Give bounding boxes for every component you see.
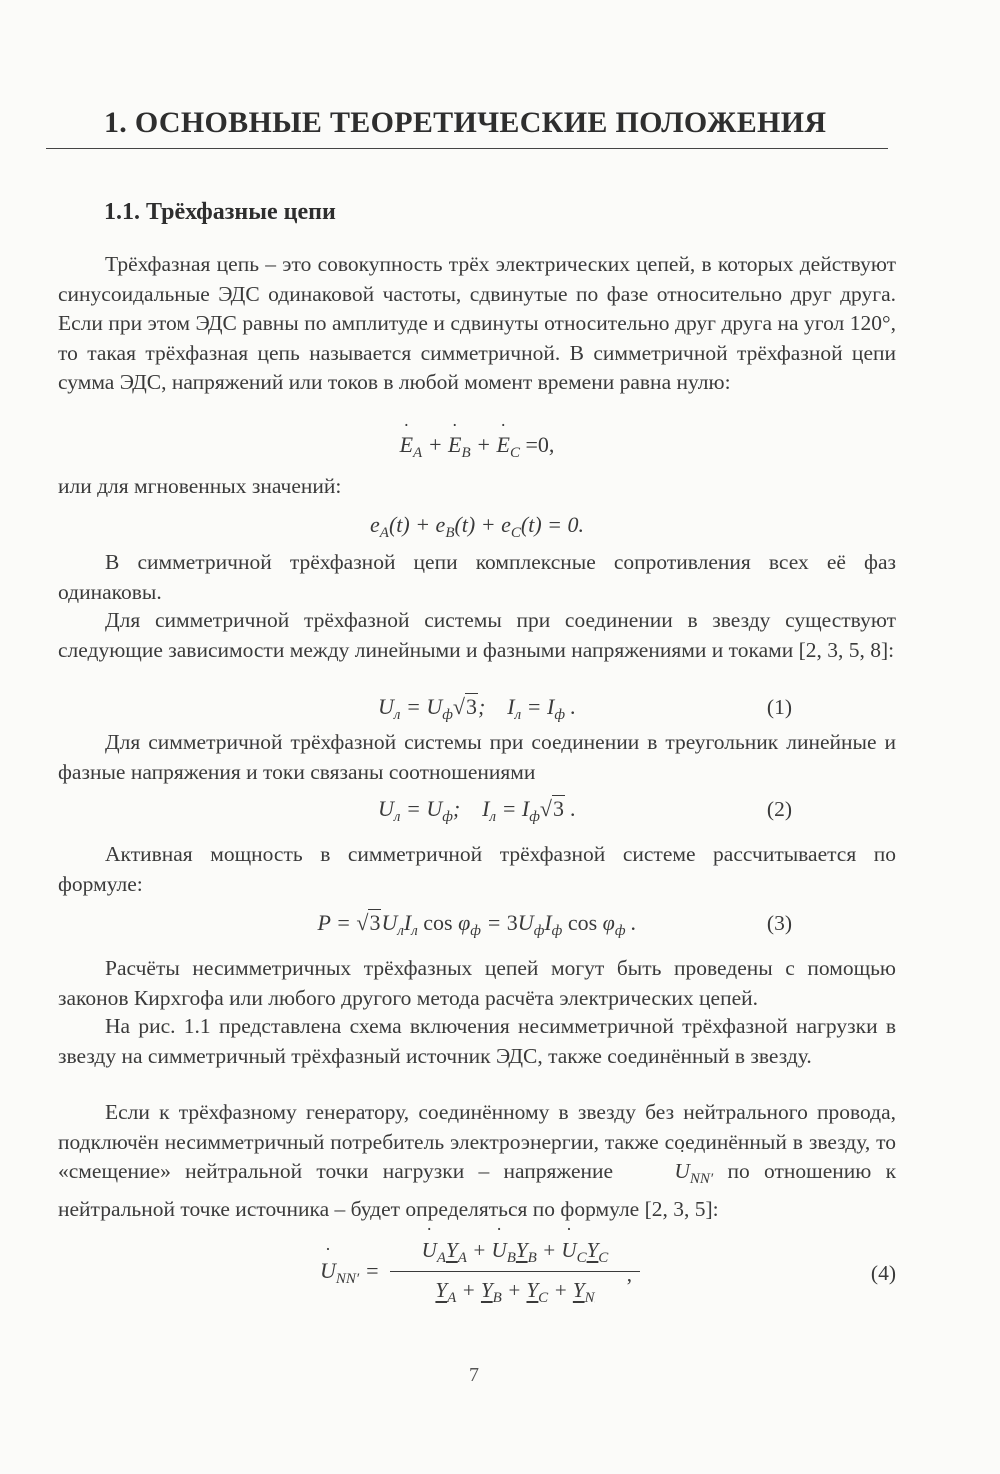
equation-instant-sum: $e_A(t) + e_B(t) + e_C(t) = 0$. [370, 512, 584, 541]
paragraph-6: Активная мощность в симметричной трёхфазной системе рассчитывается по формуле: [58, 842, 896, 896]
equation-4-denominator: $Y_A + Y_B + Y_C + Y_N$ [435, 1278, 595, 1306]
equation-1-number: (1) [766, 695, 792, 719]
paragraph-4: Для симметричной трёхфазной системы при соединении в звезду существуют следующие зависимости между линейными и фазными напряжениями и токами [2, 3, 5, 8]: [58, 608, 896, 662]
equation-4-number: (4) [870, 1261, 896, 1285]
equation-4 [58, 1258, 896, 1288]
paragraph-8: На рис. 1.1 представлена схема включения несимметричной трёхфазной нагрузки в звезду на симметричный трёхфазный источник ЭДС, также соединённый в звезду. [58, 1014, 896, 1068]
equation-4-numerator: ˙ $U_AY_A$ + ˙ $U_BY_B$ + ˙ $U_CY_C$ , [390, 1238, 640, 1272]
paragraph-2: или для мгновенных значений: [58, 474, 342, 498]
paragraph-3: В симметричной трёхфазной цепи комплексные сопротивления всех её фаз одинаковы. [58, 550, 896, 604]
equation-3: $P = √3U_лI_л$ $\cos \varphi_ф = 3U_фI_ф$ $\cos \varphi_ф$ . (3) [317, 910, 792, 939]
paragraph-9-part-1: Если к трёхфазному генератору, соединённому в звезду без нейтрального провода, подключён несимметричный потребитель электроэнергии, также соединённый в звезду, то «смещение» нейтральной точки нагрузки – напряжение [58, 1100, 896, 1183]
chapter-divider [46, 148, 888, 149]
paragraph-1: Трёхфазная цепь – это совокупность трёх электрических цепей, в которых действуют синусоидальные ЭДС одинаковой частоты, сдвинутые по фазе относительно друг друга. Если при этом ЭДС равны по амплитуде и сдвинуты относительно друг друга на угол 120°, то такая трёхфазная цепь называется симметричной. В симметричной трёхфазной цепи сумма ЭДС, напряжений или токов в любой момент времени равна нулю: [58, 252, 896, 394]
section-title: 1.1. Трёхфазные цепи [104, 199, 336, 225]
paragraph-9 [58, 1098, 896, 1224]
equation-4-lhs: ˙ $U_{NN'}$ = [320, 1258, 380, 1288]
neutral-shift-symbol: ˙ $U_{NN'}$ [627, 1159, 713, 1183]
equation-emf-sum: ˙ $E_A$ + ˙ $E_B$ + ˙ $E_C =0$, [58, 430, 896, 468]
paragraph-9-part-2: по отношению к нейтральной точке источника – будет определяться по формуле [2, 3, 5]: [58, 1159, 897, 1221]
equation-2: $U_л = U_ф$; $I_л = I_ф√3$ . (2) [378, 796, 792, 825]
paragraph-7: Расчёты несимметричных трёхфазных цепей могут быть проведены с помощью законов Кирхгофа или любого другого метода расчёта электрических цепей. [58, 956, 896, 1010]
paragraph-5: Для симметричной трёхфазной системы при соединении в треугольник линейные и фазные напряжения и токи связаны соотношениями [58, 730, 896, 784]
chapter-title: 1. ОСНОВНЫЕ ТЕОРЕТИЧЕСКИЕ ПОЛОЖЕНИЯ [104, 106, 827, 139]
equation-3-number: (3) [766, 911, 792, 935]
equation-1: $U_л = U_ф√3$; $I_л = I_ф$ . (1) [378, 694, 792, 723]
page-number: 7 [469, 1364, 479, 1386]
equation-2-number: (2) [766, 797, 792, 821]
